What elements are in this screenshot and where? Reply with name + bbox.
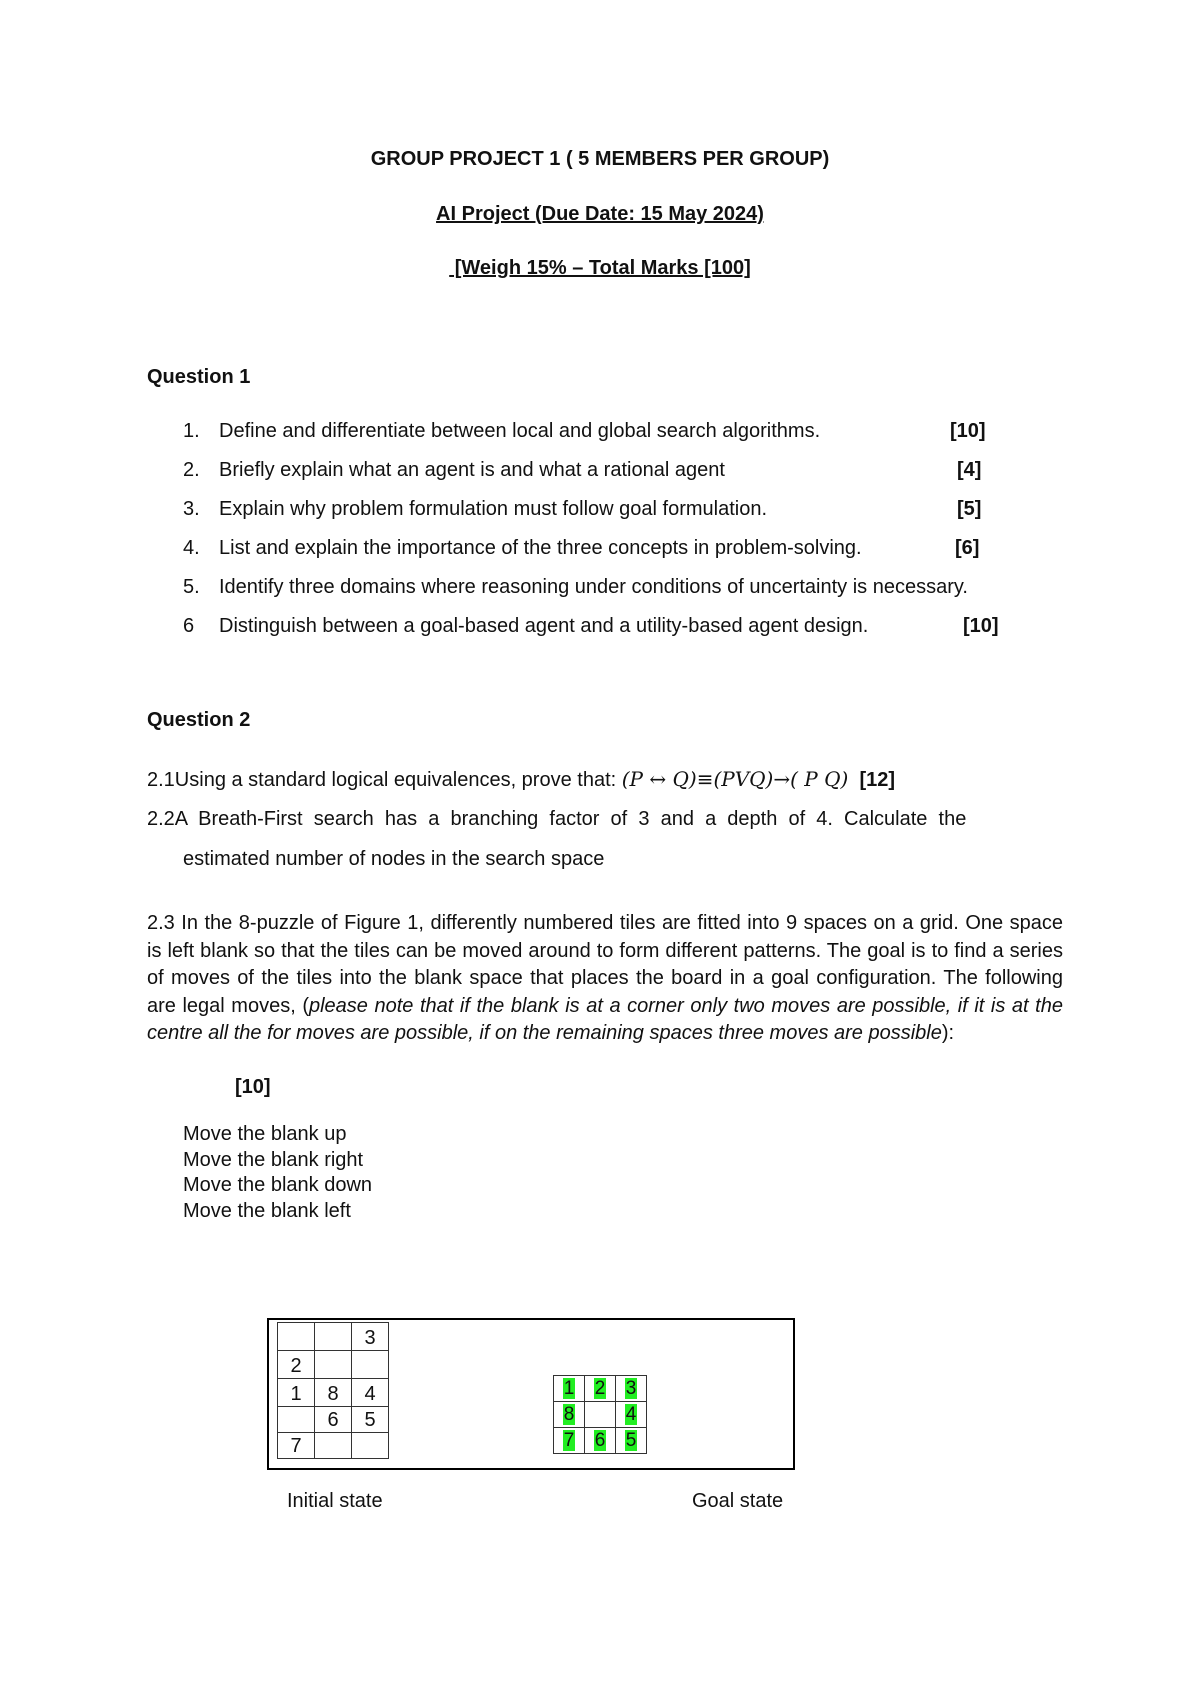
goal-tile: 3 [625,1377,637,1399]
item-mark: [10] [963,615,999,637]
grid-cell [352,1351,389,1379]
grid-cell: 7 [278,1433,315,1459]
move-list [183,1122,372,1224]
formula-arrow: → [773,767,791,791]
project-subtitle-text: AI Project (Due Date: 15 May 2024) [436,203,764,225]
grid-cell [554,1402,585,1428]
goal-tile: 1 [563,1377,575,1399]
grid-cell [616,1428,647,1454]
grid-cell [315,1433,352,1459]
grid-cell: 8 [315,1379,352,1407]
item-number: 6 [183,615,195,637]
grid-cell [352,1433,389,1459]
question1-heading: Question 1 [147,366,251,388]
move-item: Move the blank down [183,1174,373,1196]
grid-cell: 6 [315,1407,352,1433]
item-mark: [6] [955,537,980,559]
grid-cell [315,1351,352,1379]
grid-row [278,1323,389,1351]
item-text: List and explain the importance of the three concepts in problem-solving. [219,537,862,559]
item-text: Identify three domains where reasoning under conditions of uncertainty is necessary. [219,576,968,598]
grid-row [554,1428,647,1454]
grid-row [278,1433,389,1459]
caption-goal-state: Goal state [692,1490,784,1512]
item-mark: [5] [957,498,982,520]
item-text: Briefly explain what an agent is and what a rational agent [219,459,725,481]
goal-tile: 2 [594,1377,606,1399]
item-number: 4. [183,537,200,559]
formula-rhs: ( P Q) [790,767,849,791]
grid-cell: 1 [278,1379,315,1407]
move-item: Move the blank right [183,1148,364,1171]
goal-tile: 4 [625,1403,637,1425]
q23-paragraph [147,910,1063,1048]
grid-cell: 4 [352,1379,389,1407]
move-item: Move the blank up [183,1123,347,1145]
q23-text-a: 2.3 In the 8-puzzle of Figure 1, differently numbered tiles are fitted into 9 spaces on a grid. One space is left blank so that the tiles can be moved around to form different patterns. The goal is to find a series of moves of the tiles into the blank space that places the board in a goal configuration. The following are legal moves, ( [147,912,1063,1017]
q23-text-italic: please note that if the blank is at a corner only two moves are possible, if it is at the centre all the for moves are possible, if on the remaining spaces three moves are possible [147,994,1063,1044]
grid-cell [315,1323,352,1351]
goal-state-grid [553,1375,647,1454]
grid-cell: 5 [352,1407,389,1433]
question2-heading: Question 2 [147,709,251,731]
grid-cell [616,1376,647,1402]
project-subtitle [0,203,1200,226]
q21-mark: [12] [859,769,896,791]
weight-line [0,257,1200,280]
grid-cell: 2 [278,1351,315,1379]
grid-cell [554,1376,585,1402]
item-number: 2. [183,459,200,481]
q22-line1: 2.2A Breath-First search has a branching factor of 3 and a depth of 4. Calculate the [147,808,967,830]
goal-tile: 6 [594,1429,606,1451]
initial-state-grid [277,1322,389,1459]
weight-line-text: [Weigh 15% – Total Marks [100] [449,257,751,279]
grid-cell [278,1323,315,1351]
item-text: Define and differentiate between local and global search algorithms. [219,420,821,442]
grid-row [554,1376,647,1402]
goal-tile: 8 [563,1403,575,1425]
grid-cell [585,1428,616,1454]
item-text: Explain why problem formulation must follow goal formulation. [219,498,768,520]
item-text: Distinguish between a goal-based agent and a utility-based agent design. [219,615,869,637]
q23-mark: [10] [235,1076,271,1098]
grid-cell [585,1376,616,1402]
grid-cell [585,1402,616,1428]
caption-initial-state: Initial state [287,1490,383,1512]
grid-row [278,1407,389,1433]
item-mark: [4] [957,459,982,481]
grid-cell [278,1407,315,1433]
grid-row [278,1351,389,1379]
formula-lhs: (P ↔ Q) [621,767,697,791]
grid-cell [554,1428,585,1454]
formula-mid: (PVQ) [713,767,774,791]
q23-text-b: ): [941,1022,955,1044]
q22-line2: estimated number of nodes in the search space [183,848,605,870]
item-number: 3. [183,498,200,520]
move-item: Move the blank left [183,1199,351,1222]
formula-equiv: ≡ [696,767,714,791]
document-title: GROUP PROJECT 1 ( 5 MEMBERS PER GROUP) [370,148,830,170]
grid-row [278,1379,389,1407]
item-mark: [10] [950,420,986,442]
question-2-1 [147,767,895,792]
grid-row [554,1402,647,1428]
item-number: 1. [183,420,200,442]
goal-tile: 7 [563,1429,575,1451]
q21-label: 2.1Using a standard logical equivalences, prove that: [147,769,617,791]
grid-cell: 3 [352,1323,389,1351]
item-number: 5. [183,576,200,598]
grid-cell [616,1402,647,1428]
goal-tile: 5 [625,1429,637,1451]
